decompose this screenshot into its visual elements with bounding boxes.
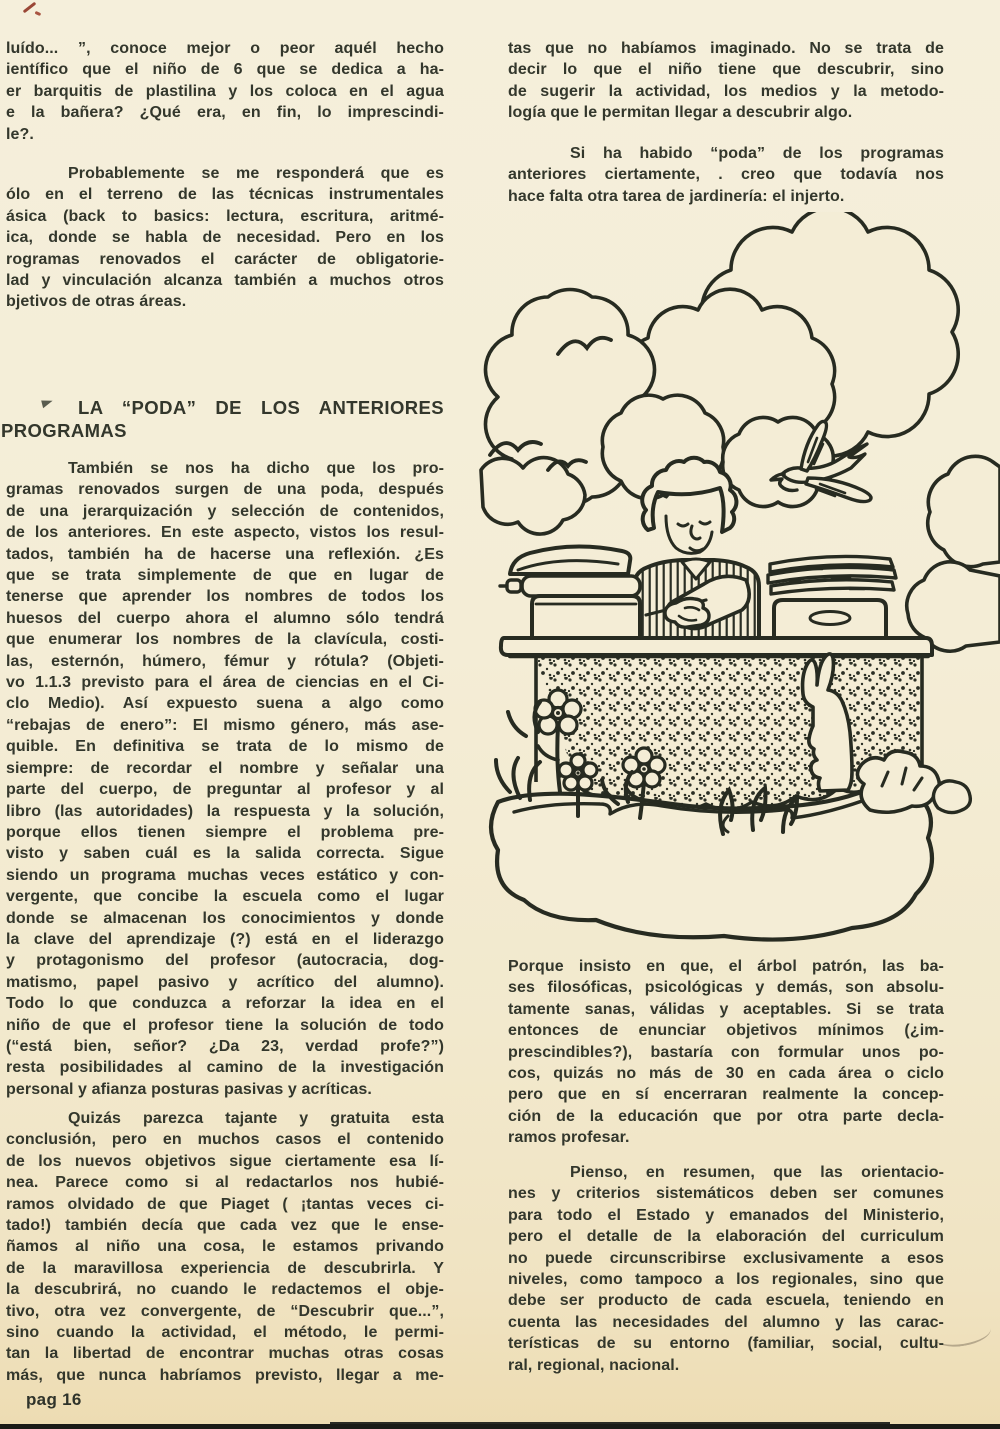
text-line: También se nos ha dicho que los pro- <box>68 460 444 477</box>
paragraph <box>508 38 944 124</box>
text-line: para todo el Estado y emanados del Ministerio, <box>508 1206 944 1224</box>
paper-stack <box>768 556 896 638</box>
left-text-column <box>1 0 444 1429</box>
text-line: que se trata simplemente de que en lugar de <box>6 567 444 585</box>
text-line: Porque insisto en que, el árbol patrón, las ba- <box>508 958 944 975</box>
text-line: donde se almacenan los conocimientos y donde <box>6 909 444 927</box>
text-line: Todo lo que conduzca a reforzar la idea en el <box>6 995 444 1013</box>
text-line: pero el detalle de la elaboración del curriculum <box>508 1228 944 1246</box>
section-heading <box>1 396 444 442</box>
text-line: ramos profesar. <box>508 1129 630 1147</box>
text-line: e la bañera? ¿Qué era, en fin, lo imprescindi- <box>6 104 444 122</box>
paragraph <box>6 458 444 1100</box>
text-line: de los nuevos objetivos sigue ciertamente esa lí- <box>6 1152 444 1170</box>
scan-edge-strip <box>0 1424 1000 1429</box>
text-line: resta posibilidades al camino de la investigación <box>6 1059 444 1077</box>
text-line: tados, también ha de hacerse una reflexión. ¿Es <box>6 545 444 563</box>
text-line: hace falta otra tarea de jardinería: el injerto. <box>508 187 845 205</box>
text-line: Probablemente se me responderá que es <box>68 165 444 182</box>
text-line: de una jerarquización y selección de contenidos, <box>6 502 444 520</box>
text-line: ses filosóficas, psicológicas y demás, son absolu- <box>508 979 944 997</box>
typewriter <box>500 546 640 638</box>
paragraph <box>6 1108 444 1386</box>
page-number: pag 16 <box>26 1390 82 1409</box>
text-line: de los anteriores. En este aspecto, vistos los resul- <box>6 524 444 542</box>
text-line: vergente, que concibe la escuela como el lugar <box>6 888 444 906</box>
text-line: clo Medio). Así expuesto suena a algo como <box>6 695 444 713</box>
text-line: bjetivos de otras áreas. <box>6 293 187 311</box>
text-line: tenerse que aprender los nombres de todos los <box>6 588 444 606</box>
paragraph <box>508 956 944 1149</box>
text-line: porque ellos tienen siempre el problema pre- <box>6 823 444 841</box>
text-line: anteriores ciertamente, . creo que todavía nos <box>508 166 944 184</box>
paragraph <box>6 38 444 145</box>
desk <box>501 638 932 656</box>
text-line: ramos olvidado de que Piaget ( ¡tantas veces ci- <box>6 1195 444 1213</box>
text-line: luído... ”, conoce mejor o peor aquél hecho <box>6 40 444 57</box>
text-line: visto y saben cuál es la salida correcta. Sigue <box>6 845 444 863</box>
text-line: nea. Parece como si al redactarlos nos hubié- <box>6 1174 444 1192</box>
text-line: de sugerir la actividad, los medios y la metodo- <box>508 82 944 100</box>
text-line: Quizás parezca tajante y gratuita esta <box>68 1110 444 1127</box>
text-line: cos, quizás no más de 30 en cada área o ciclo <box>508 1065 944 1083</box>
text-line: prescindibles?), bastaría con formular unos po- <box>508 1043 944 1061</box>
text-line: ólo en el terreno de las técnicas instrumentales <box>6 186 444 204</box>
heading-line: LA “PODA” DE LOS ANTERIORES <box>78 397 444 418</box>
text-line: personal y afianza posturas pasivas y acríticas. <box>6 1080 372 1098</box>
text-line: ñamos al niño una cosa, le estamos privando <box>6 1238 444 1256</box>
text-line: Si ha habido “poda” de los programas <box>570 145 944 162</box>
text-line: la descubrirá, no cuando le redactemos el obje- <box>6 1281 444 1299</box>
text-line: Pienso, en resumen, que las orientacio- <box>570 1164 944 1181</box>
text-line: nes y criterios sistemáticos deben ser comunes <box>508 1185 944 1203</box>
text-line: ientífico que el niño de 6 que se dedica a ha- <box>6 61 444 79</box>
text-line: le?. <box>6 125 34 143</box>
text-line: entonces de enunciar objetivos mínimos (¿im- <box>508 1022 944 1040</box>
text-line: tivo, otra vez convergente, de “Descubrir que...”, <box>6 1302 444 1320</box>
text-line: parte del cuerpo, de preguntar al profesor y al <box>6 781 444 799</box>
text-line: más, que nunca habríamos previsto, llegar a me- <box>6 1366 444 1384</box>
text-line: conclusión, pero en muchos casos el contenido <box>6 1131 444 1149</box>
text-line: niño de que el profesor tiene la solución de todo <box>6 1016 444 1034</box>
text-line: terísticas de su entorno (familiar, social, cultu- <box>508 1335 944 1353</box>
paragraph <box>508 143 944 207</box>
text-line: ción de la educación que por otra parte decla- <box>508 1107 944 1125</box>
text-line: vo 1.1.3 previsto para el área de ciencias en el Ci- <box>6 674 444 692</box>
text-line: huesos del cuerpo ahora el alumno sólo tendrá <box>6 609 444 627</box>
text-line: que enumerar los nombres de la clavícula, costi- <box>6 631 444 649</box>
text-line: sino cuando la actividad, el método, le permi- <box>6 1324 444 1342</box>
bushes <box>857 751 970 813</box>
text-line: niveles, como tampoco a los regionales, sino que <box>508 1271 944 1289</box>
text-line: ásica (back to basics: lectura, escritura, aritmé- <box>6 207 444 225</box>
text-line: gramas renovados surgen de una poda, después <box>6 481 444 499</box>
text-line: er barquitis de plastilina y los coloca en el agua <box>6 82 444 100</box>
text-line: cuenta las necesidades del alumno y las carac- <box>508 1313 944 1331</box>
text-line: ral, regional, nacional. <box>508 1356 680 1374</box>
text-line: quible. En definitiva se trata de lo mismo de <box>6 738 444 756</box>
text-line: decir lo que el niño tiene que descubrir, sino <box>508 61 944 79</box>
text-line: “rebajas de enero”: El mismo género, más ase- <box>6 716 444 734</box>
paragraph <box>508 1162 944 1376</box>
text-line: la clave del aprendizaje (?) está en el liderazgo <box>6 930 444 948</box>
text-line: siempre: de recordar el nombre y señalar una <box>6 759 444 777</box>
text-line: debe ser producto de cada escuela, teniendo en <box>508 1292 944 1310</box>
text-line: tado!) también decía que cada vez que le ense- <box>6 1217 444 1235</box>
text-line: lad y vinculación alcanza también a muchos otros <box>6 272 444 290</box>
text-line: no puede circunscribirse exclusivamente a esos <box>508 1249 944 1267</box>
text-line: las, esternón, húmero, fémur y rótula? (Objeti- <box>6 652 444 670</box>
text-line: rogramas renovados el carácter de obligatorie- <box>6 250 444 268</box>
garden-writer-illustration <box>478 212 1000 952</box>
text-line: ica, donde se habla de necesidad. Pero en los <box>6 229 444 247</box>
text-line: logía que le permitan llegar a descubrir algo. <box>508 104 853 122</box>
text-line: siendo un programa muchas veces estático y con- <box>6 866 444 884</box>
text-line: y protagonismo del profesor (autocracia, dog- <box>6 952 444 970</box>
text-line: pero que en sí encerraran realmente la concep- <box>508 1086 944 1104</box>
text-line: (“está bien, señor? ¿Da 23, verdad profe?”) <box>6 1037 444 1055</box>
text-line: tas que no habíamos imaginado. No se trata de <box>508 40 944 57</box>
heading-line: PROGRAMAS <box>1 420 127 441</box>
text-line: libro (las autoridades) la respuesta y la solución, <box>6 802 444 820</box>
text-line: de la maravillosa experiencia de descubrirla. Y <box>6 1259 444 1277</box>
text-line: tan la libertad de encontrar muchas otras cosas <box>6 1345 444 1363</box>
text-line: matismo, papel pasivo y acrítico del alumno). <box>6 973 444 991</box>
text-line: tamente sanas, válidas y aceptables. Si se trata <box>508 1000 944 1018</box>
paragraph <box>6 163 444 313</box>
